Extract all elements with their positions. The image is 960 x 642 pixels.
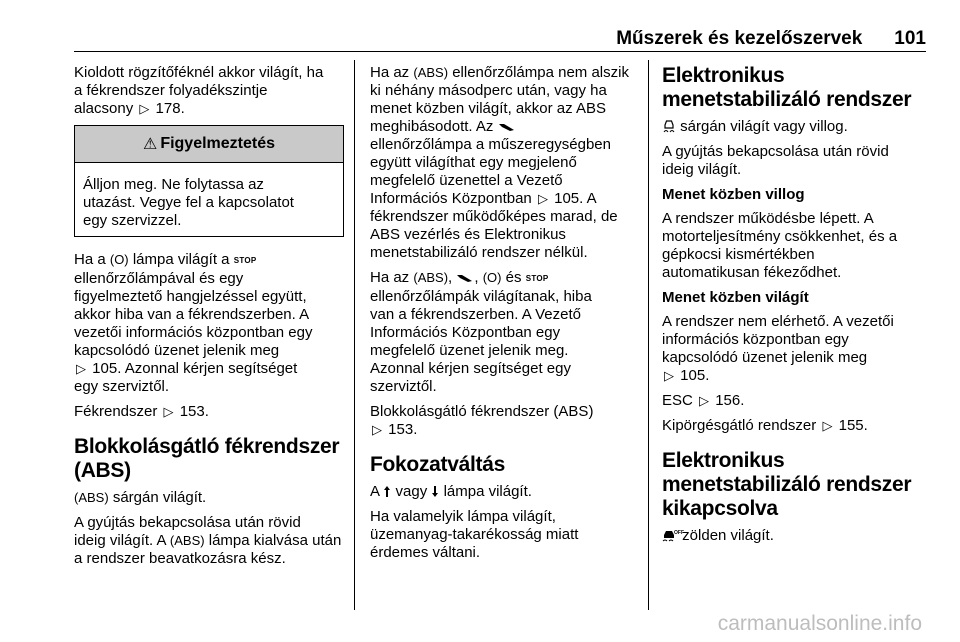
esc-flashing-heading: Menet közben villog: [662, 186, 805, 203]
xref-arrow-icon: ▷: [76, 361, 86, 376]
gear-shift-advice: Ha valamelyik lámpa világít, üzemanyag-takarékosság miatt érdemes váltani.: [370, 508, 579, 561]
esc-lit-paragraph: A rendszer nem elérhető. A vezetői információs központban egy kapcsolódó üzenet jelenik meg ▷ 105.: [662, 313, 894, 384]
esc-color-paragraph: sárgán világít vagy villog.: [662, 118, 926, 136]
xref-arrow-icon: ▷: [537, 191, 548, 206]
page-ref-link[interactable]: 105.: [680, 367, 710, 384]
watermark: carmanualsonline.info: [717, 612, 922, 635]
page-number: 101: [894, 28, 926, 49]
abs-icon: (ABS): [413, 270, 449, 285]
abs-startup-paragraph: A gyújtás bekapcsolása után rövid ideig világít. A (ABS) lámpa kialvása után a rendszer beavatkozásra kész.: [74, 514, 342, 567]
xref-arrow-icon: ▷: [822, 418, 833, 433]
esc-icon: [662, 118, 676, 133]
warning-header: [75, 126, 343, 163]
page-header: [74, 28, 926, 52]
xref-arrow-icon: ▷: [664, 368, 674, 383]
abs-fault-paragraph: Ha az (ABS) ellenőrzőlámpa nem alszik ki néhány másodperc után, vagy ha menet közben világít, akkor az ABS meghibásodott. Az ellenőrzőlámpa a műszeregységben együtt világíthat egy megjelenő megfelelő üzenettel a Vezető Információs Központban ▷ 105. A fékrendszer működőképes marad, de ABS vezérlés és Elektronikus menetstabilizáló rendszer nélkül.: [370, 64, 629, 261]
page-ref-link[interactable]: 155.: [838, 417, 868, 434]
shift-down-icon: [431, 485, 439, 498]
warning-body: Álljon meg. Ne folytassa az utazást. Vegye fel a kapcsolatot egy szervizzel.: [83, 176, 294, 229]
abs-heading: Blokkolásgátló fékrendszer (ABS): [74, 435, 340, 482]
brake-light-icon: [498, 121, 516, 133]
column-1: [74, 64, 344, 575]
svg-text:OFF: OFF: [674, 530, 684, 536]
esc-off-paragraph: OFF zölden világít.: [662, 527, 926, 545]
page-ref-link[interactable]: 105. Azonnal kérjen segítséget: [92, 360, 298, 377]
page-ref-link[interactable]: 153.: [179, 403, 209, 420]
brake-warning-paragraph: Ha a (O) lámpa világít a STOP ellenőrzőlámpával és egy figyelmeztető hangjelzéssel együtt, akkor hiba van a fékrendszerben. A vezetői információs központban egy kapcsolódó üzenet jelenik meg ▷ 105. Azonnal kérjen segítséget egy szerviztől.: [74, 251, 313, 395]
abs-icon: (ABS): [413, 65, 449, 80]
xref-arrow-icon: ▷: [163, 404, 174, 419]
brake-light-icon: [456, 272, 474, 284]
esc-startup-paragraph: A gyújtás bekapcsolása után rövid ideig világít.: [662, 143, 889, 178]
gear-shift-heading: Fokozatváltás: [370, 453, 505, 476]
page-ref-link[interactable]: 105. A: [554, 190, 597, 207]
brake-icon: (O): [482, 270, 502, 285]
column-3: [662, 64, 926, 552]
page-ref-link[interactable]: 178.: [155, 100, 185, 117]
esc-off-icon: [662, 528, 684, 542]
header-divider: [74, 51, 926, 52]
gear-shift-paragraph: A vagy lámpa világít.: [370, 483, 532, 500]
page-ref-link[interactable]: 156.: [715, 392, 745, 409]
warning-title: Figyelmeztetés: [160, 135, 276, 152]
brake-system-ref: Fékrendszer ▷ 153.: [74, 403, 209, 420]
column-divider-1: [354, 60, 355, 610]
brake-icon: (O): [109, 252, 129, 267]
page-ref-link[interactable]: 153.: [388, 421, 418, 438]
abs-icon: (ABS): [169, 533, 205, 548]
esc-flashing-paragraph: A rendszer működésbe lépett. A motorteljesítmény csökkenhet, és a gépkocsi kismértékben automatikusan fékeződhet.: [662, 210, 898, 281]
intro-paragraph: Kioldott rögzítőféknél akkor világít, ha a fékrendszer folyadékszintje alacsony ▷ 178.: [74, 64, 324, 117]
abs-icon: (ABS): [74, 490, 109, 505]
xref-arrow-icon: ▷: [699, 393, 710, 408]
page-title: Műszerek és kezelőszervek: [616, 28, 863, 49]
brake-fault-paragraph: Ha az (ABS), , (O) és STOP ellenőrzőlámpák világítanak, hiba van a fékrendszerben. A Vezető Információs Központban egy megfelelő üzenet jelenik meg. Azonnal kérjen segítséget egy szerviztől.: [370, 269, 592, 395]
column-divider-2: [648, 60, 649, 610]
xref-arrow-icon: ▷: [372, 422, 382, 437]
stop-icon: STOP: [525, 274, 549, 283]
abs-color-paragraph: (ABS) sárgán világít.: [74, 489, 207, 506]
stop-icon: STOP: [233, 256, 257, 265]
esc-heading: Elektronikus menetstabilizáló rendszer: [662, 64, 912, 111]
esc-lit-heading: Menet közben világít: [662, 289, 809, 306]
xref-arrow-icon: ▷: [139, 101, 150, 116]
traction-ref-paragraph: Kipörgésgátló rendszer ▷ 155.: [662, 417, 868, 434]
esc-off-heading: Elektronikus menetstabilizáló rendszer kikapcsolva: [662, 449, 912, 520]
esc-ref-paragraph: ESC ▷ 156.: [662, 392, 745, 409]
shift-up-icon: [383, 485, 391, 498]
warning-icon: ⚠: [142, 136, 158, 153]
warning-box: [74, 125, 344, 237]
column-2: [370, 64, 636, 569]
abs-ref-paragraph: Blokkolásgátló fékrendszer (ABS) ▷ 153.: [370, 403, 594, 438]
